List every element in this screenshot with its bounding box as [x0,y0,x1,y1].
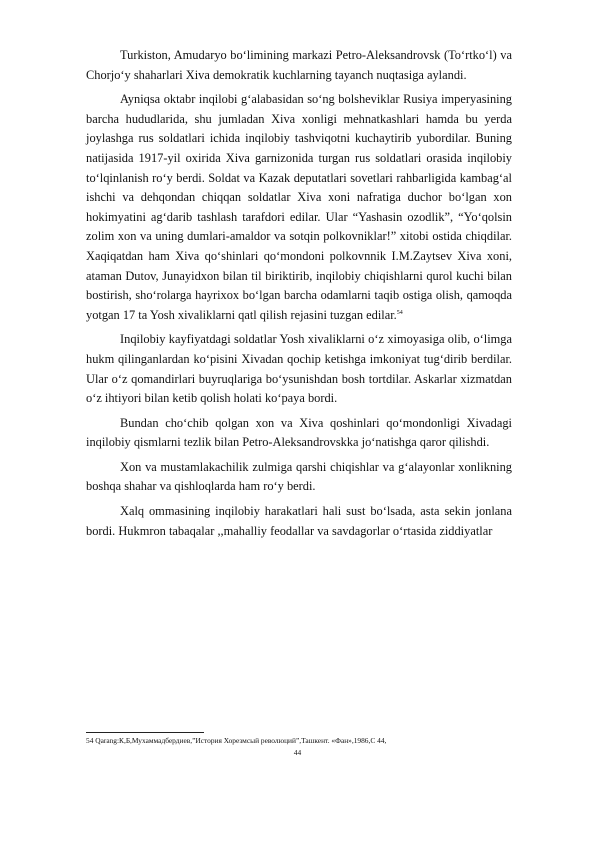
paragraph-3: Inqilobiy kayfiyatdagi soldatlar Yosh xivaliklarni o‘z ximoyasiga olib, o‘limga hukm qilinganlardan ko‘pisini Xivadan qochip ketishga imkoniyat tug‘dirib berdilar. Ular o‘z qomandirlari buyruqlariga bo‘ysunishdan bosh tortdilar. Askarlar xizmatdan o‘z ihtiyori bilan ketib qolish holati ko‘paya bordi. [86,332,512,406]
paragraph-5: Xon va mustamlakachilik zulmiga qarshi chiqishlar va g‘alayonlar xonlikning boshqa shahar va qishloqlarda ham ro‘y berdi. [86,459,512,494]
footnote-separator [86,732,204,733]
paragraph-2: Ayniqsa oktabr inqilobi g‘alabasidan so‘ng bolsheviklar Rusiya imperyasining barcha hududlarida, shu jumladan Xiva xonligi mehnatkashlari hamda bu yerda joylashga rus soldatlari ichida inqilobiy tashviqotni kuchaytirib yubordilar. Buning natijasida 1917-yil oxirida Xiva garnizonida turgan rus soldatlari orasida inqilobiy to‘lqinlanish ro‘y berdi. Soldat va Kazak deputatlari sovetlari rahbarligida kambag‘al ishchi va dehqondan chiqqan soldatlar Xiva xoni nafratiga duchor bo‘lgan xon hokimyatini ag‘darib tashlash tarafdori edilar. Ular “Yashasin ozodlik”, “Yo‘qolsin zolim xon va uning dumlari-amaldor va sotqin polkovniklar!” xitobi ostida chiqdilar. Xaqiqatdan ham Xiva qo‘shinlari qo‘mondoni polkovnnik I.M.Zaytsev Xiva xoni, ataman Dutov, Junayidxon bilan til biriktirib, inqilobiy chiqishlarni qurol kuchi bilan bostirish, sho‘rolarga hayrixox bo‘lgan barcha odamlarni taqib ostiga olish, qamoqda yotgan 17 ta Yosh xivaliklarni qatl qilish rejasini tuzgan edilar.$^{54}$ [86,92,512,322]
paragraph-1: Turkiston, Amudaryo bo‘limining markazi Petro-Aleksandrovsk (To‘rtko‘l) va Chorjo‘y shaharlari Xiva demokratik kuchlarning tayanch nuqtasiga aylandi. [86,48,512,82]
footnote-reference[interactable]: 54 [396,309,403,316]
page-number: 44 [293,748,302,757]
body-text [86,46,512,546]
paragraph-4: Bundan cho‘chib qolgan xon va Xiva qoshinlari qo‘mondonligi Xivadagi inqilobiy qismlarni tezlik bilan Petro-Aleksandrovskka jo‘natishga qaror qilishdi. [86,415,512,450]
footnote: 54 Qarang:К,Б,Мухаммадбердиев,”История Хорезмсый революций”,Ташкент. «Фан»,1986,С 44, [86,736,387,745]
paragraph-6: Xalq ommasining inqilobiy harakatlari hali sust bo‘lsada, asta sekin jonlana bordi. Hukmron tabaqalar ,,mahalliy feodallar va savdagorlar o‘rtasida ziddiyatlar [86,504,512,538]
